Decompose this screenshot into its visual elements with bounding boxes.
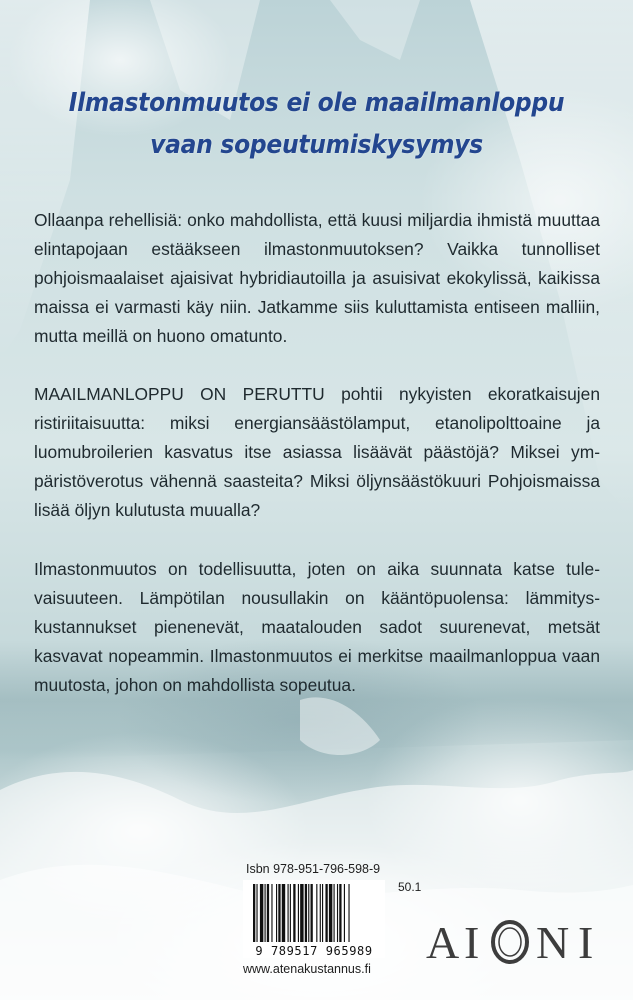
paragraph-summary: MAAILMANLOPPU ON PERUTTU pohtii nykyisten ekoratkaisujen ristiriitaisuutta: miksi energiansäästölamput, etanolipolttoaine ja luomubroilerien kasvatus itse asiassa lisäävät päästöjä? Miksei ympäristöverotus vähennä saasteita? Miksi öljynsäästökuuri Pohjoismaissa lisää öljyn kulutusta muualla? bbox=[34, 384, 600, 520]
logo-letter-a: A bbox=[426, 917, 460, 968]
publisher-website: www.atenakustannus.fi bbox=[243, 962, 371, 976]
price-code: 50.1 bbox=[398, 880, 422, 894]
barcode bbox=[243, 880, 385, 958]
ouroboros-ring-icon bbox=[493, 922, 527, 962]
paragraph-conclusion: Ilmastonmuutos on todellisuutta, joten on aika suunnata katse tulevaisuuteen. Lämpötilan nousullakin on kääntöpuolensa: lämmityskustannukset pienenevät, maatalouden sadot suurenevat, metsät kasvavat nopeammin. Ilmastonmuutos ei merkitse maailmanloppua vaan muutosta, johon on mahdollista sopeutua. bbox=[34, 559, 600, 695]
barcode-bars bbox=[243, 880, 385, 946]
barcode-digits: 9 789517 965989 bbox=[255, 944, 373, 958]
paragraph-intro: Ollaanpa rehellisiä: onko mahdollista, että kuusi miljardia ihmistä muuttaa elintapojaan estääkseen ilmastonmuutoksen? Vaikka tunnolliset pohjoismaalaiset ajaisivat hybridiautoilla ja asuisivat ekokylissä, kaikissa maissa ei varmasti käy niin. Jatkamme siis kuluttamista entiseen malliin, mutta meillä on huono omatunto. bbox=[34, 210, 600, 346]
isbn-label: Isbn 978-951-796-598-9 bbox=[246, 862, 381, 876]
publisher-logo bbox=[420, 914, 610, 970]
logo-letter-i-2: I bbox=[578, 917, 594, 968]
logo-letter-i: I bbox=[464, 917, 480, 968]
headline-line-2: vaan sopeutumiskysymys bbox=[150, 130, 483, 160]
logo-letter-n: N bbox=[536, 917, 570, 968]
headline-line-1: Ilmastonmuutos ei ole maailmanloppu bbox=[68, 88, 565, 118]
headline bbox=[32, 82, 602, 166]
